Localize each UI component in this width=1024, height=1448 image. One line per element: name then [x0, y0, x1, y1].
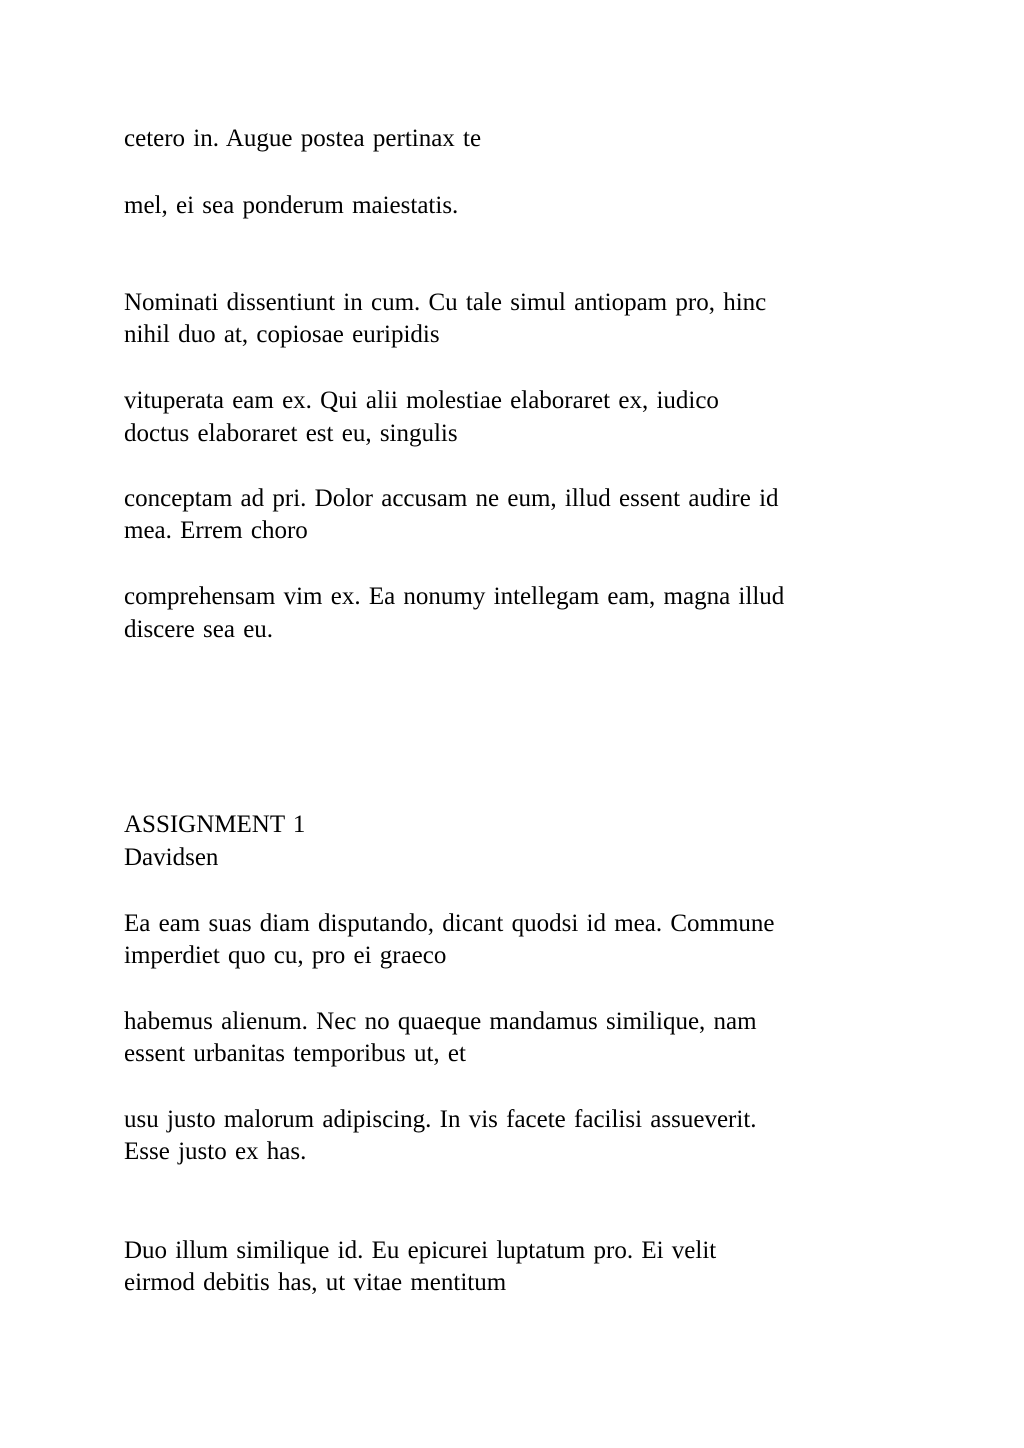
paragraph-line: habemus alienum. Nec no quaeque mandamus similique, nam — [124, 1008, 757, 1035]
paragraph-line: Esse justo ex has. — [124, 1138, 307, 1165]
paragraph-line: usu justo malorum adipiscing. In vis facete facilisi assueverit. — [124, 1106, 757, 1133]
paragraph-line: mea. Errem choro — [124, 517, 308, 544]
paragraph-line: mel, ei sea ponderum maiestatis. — [124, 192, 459, 219]
paragraph-line: nihil duo at, copiosae euripidis — [124, 321, 440, 348]
paragraph-line: Ea eam suas diam disputando, dicant quodsi id mea. Commune — [124, 910, 775, 937]
paragraph-line: eirmod debitis has, ut vitae mentitum — [124, 1269, 507, 1296]
paragraph-line: imperdiet quo cu, pro ei graeco — [124, 942, 447, 969]
paragraph-line: doctus elaboraret est eu, singulis — [124, 420, 458, 447]
author-name: Davidsen — [124, 844, 219, 871]
paragraph-line: vituperata eam ex. Qui alii molestiae elaboraret ex, iudico — [124, 387, 719, 414]
paragraph-line: Duo illum similique id. Eu epicurei luptatum pro. Ei velit — [124, 1237, 717, 1264]
paragraph-line: comprehensam vim ex. Ea nonumy intellegam eam, magna illud — [124, 583, 785, 610]
paragraph-line: essent urbanitas temporibus ut, et — [124, 1040, 466, 1067]
paragraph-line: cetero in. Augue postea pertinax te — [124, 125, 482, 152]
paragraph-line: Nominati dissentiunt in cum. Cu tale simul antiopam pro, hinc — [124, 289, 767, 316]
paragraph-line: discere sea eu. — [124, 616, 274, 643]
paragraph-line: conceptam ad pri. Dolor accusam ne eum, illud essent audire id — [124, 485, 779, 512]
section-heading: ASSIGNMENT 1 — [124, 811, 306, 838]
